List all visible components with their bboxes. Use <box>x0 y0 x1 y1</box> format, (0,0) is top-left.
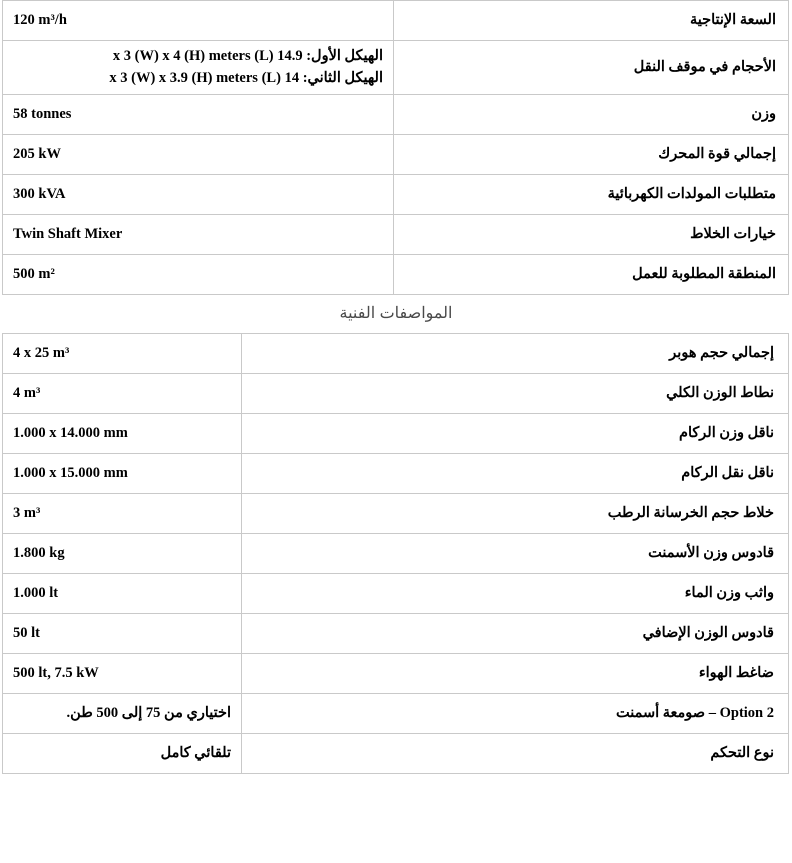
row-label: المنطقة المطلوبة للعمل <box>394 255 789 295</box>
row-value: اختياري من 75 إلى 500 طن. <box>3 694 242 734</box>
table-row <box>3 175 789 215</box>
row-value: Twin Shaft Mixer <box>3 215 394 255</box>
table-row <box>3 574 789 614</box>
row-label: وزن <box>394 95 789 135</box>
row-label: ناقل نقل الركام <box>242 454 789 494</box>
row-value: 1.000 lt <box>3 574 242 614</box>
technical-specs-table <box>2 333 789 774</box>
dimension-line-1: الهيكل الأول: 14.9 (L) x 3 (W) x 4 (H) meters <box>112 48 383 64</box>
row-label: واثب وزن الماء <box>242 574 789 614</box>
table-row <box>3 494 789 534</box>
table-row <box>3 1 789 41</box>
row-value: 300 kVA <box>3 175 394 215</box>
transport-specs-table <box>2 0 789 295</box>
row-label: الأحجام في موقف النقل <box>394 41 789 95</box>
row-label: قادوس الوزن الإضافي <box>242 614 789 654</box>
table-row <box>3 694 789 734</box>
row-value: 1.800 kg <box>3 534 242 574</box>
row-value: 1.000 x 14.000 mm <box>3 414 242 454</box>
row-value: 500 lt, 7.5 kW <box>3 654 242 694</box>
table-row <box>3 135 789 175</box>
row-value: تلقائي كامل <box>3 734 242 774</box>
table-row <box>3 734 789 774</box>
row-label: السعة الإنتاجية <box>394 1 789 41</box>
row-label: خلاط حجم الخرسانة الرطب <box>242 494 789 534</box>
row-value: 1.000 x 15.000 mm <box>3 454 242 494</box>
row-label: ناقل وزن الركام <box>242 414 789 454</box>
table-row <box>3 534 789 574</box>
row-label: متطلبات المولدات الكهربائية <box>394 175 789 215</box>
table-row <box>3 334 789 374</box>
dimension-line-2: الهيكل الثاني: 14 (L) x 3 (W) x 3.9 (H) meters <box>109 69 383 86</box>
table-row <box>3 95 789 135</box>
row-label: نطاط الوزن الكلي <box>242 374 789 414</box>
row-value: 4 x 25 m³ <box>3 334 242 374</box>
row-value <box>3 41 394 95</box>
row-value: 3 m³ <box>3 494 242 534</box>
row-label: نوع التحكم <box>242 734 789 774</box>
row-value: 500 m² <box>3 255 394 295</box>
row-label: إجمالي قوة المحرك <box>394 135 789 175</box>
table-row <box>3 255 789 295</box>
row-value: 120 m³/h <box>3 1 394 41</box>
row-value: 50 lt <box>3 614 242 654</box>
row-value: 58 tonnes <box>3 95 394 135</box>
table-row <box>3 414 789 454</box>
row-label: خيارات الخلاط <box>394 215 789 255</box>
table-row <box>3 374 789 414</box>
row-label: قادوس وزن الأسمنت <box>242 534 789 574</box>
table-row <box>3 41 789 95</box>
row-value: 4 m³ <box>3 374 242 414</box>
row-value: 205 kW <box>3 135 394 175</box>
technical-specs-body <box>3 334 789 774</box>
row-label: إجمالي حجم هوبر <box>242 334 789 374</box>
table-row <box>3 454 789 494</box>
transport-specs-body <box>3 1 789 295</box>
table-row <box>3 614 789 654</box>
table-row <box>3 215 789 255</box>
row-label: Option 2 – صومعة أسمنت <box>242 694 789 734</box>
row-label: ضاغط الهواء <box>242 654 789 694</box>
table-row <box>3 654 789 694</box>
section-title: المواصفات الفنية <box>339 305 453 323</box>
